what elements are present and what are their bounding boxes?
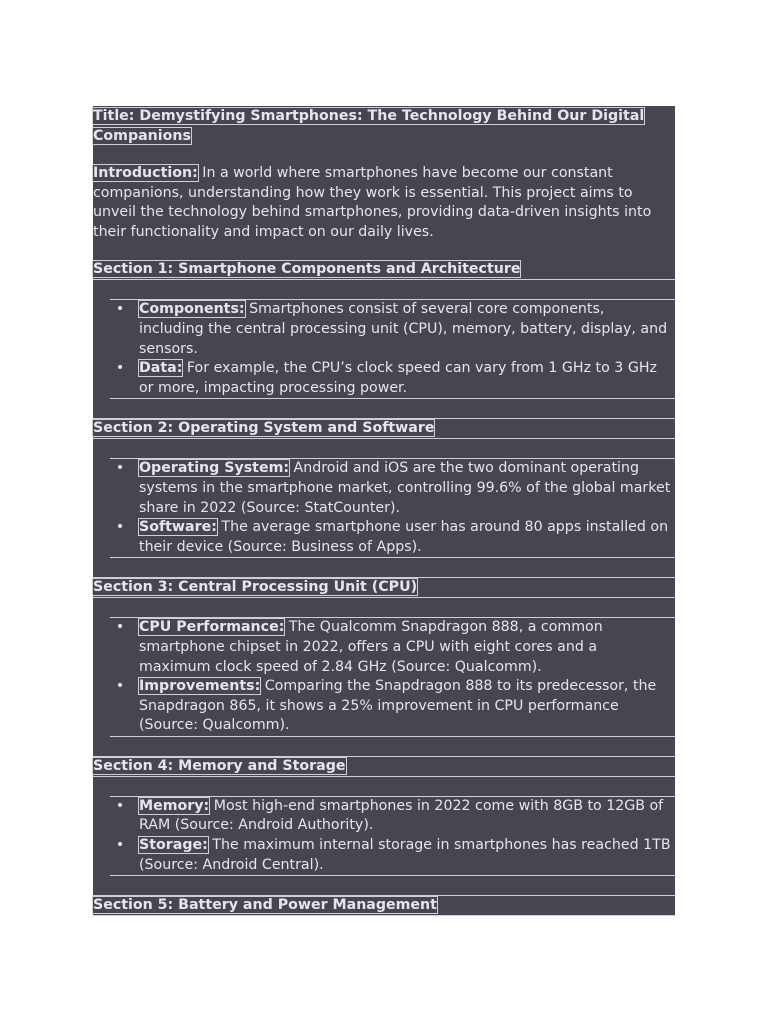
item-text: Smartphones consist of several core components, including the central processing unit (CPU), memory, battery, display, and sensors. — [139, 301, 668, 357]
list-item — [115, 797, 675, 836]
list-item — [115, 459, 675, 518]
intro-text: In a world where smartphones have become our constant companions, understanding how they work is essential. This project aims to unveil the technology behind smartphones, providing data-driven insights into their functionality and impact on our daily lives. — [93, 165, 652, 240]
section-1 — [93, 260, 675, 419]
section-list — [110, 459, 675, 558]
list-item — [115, 836, 675, 875]
item-text: Android and iOS are the two dominant operating systems in the smartphone market, controlling 99.6% of the global market share in 2022 (Source: StatCounter). — [139, 460, 671, 516]
item-text: The Qualcomm Snapdragon 888, a common smartphone chipset in 2022, offers a CPU with eight cores and a maximum clock speed of 2.84 GHz (Source: Qualcomm). — [139, 619, 603, 675]
bullet-icon: • — [115, 519, 125, 536]
bullet-icon: • — [115, 678, 125, 695]
introduction-paragraph — [93, 164, 675, 260]
section-heading: Section 3: Central Processing Unit (CPU) — [93, 578, 675, 598]
list-item — [115, 677, 675, 736]
section-spacer — [110, 777, 675, 797]
item-text: Most high-end smartphones in 2022 come with 8GB to 12GB of RAM (Source: Android Authority). — [139, 797, 664, 834]
section-heading: Section 2: Operating System and Software — [93, 419, 675, 439]
section-spacer — [110, 280, 675, 300]
item-term: Storage: — [139, 837, 208, 854]
intro-label: Introduction: — [93, 165, 198, 181]
item-term: Improvements: — [139, 678, 261, 695]
item-term: Operating System: — [139, 460, 290, 477]
section-heading: Section 5: Battery and Power Management — [93, 896, 675, 916]
section-list — [110, 300, 675, 399]
bullet-icon: • — [115, 797, 125, 814]
bullet-icon: • — [115, 837, 125, 854]
list-item — [115, 518, 675, 557]
bullet-icon: • — [115, 301, 125, 318]
item-text: The maximum internal storage in smartphones has reached 1TB (Source: Android Central). — [139, 837, 671, 873]
section-spacer — [93, 737, 675, 757]
item-term: Data: — [139, 360, 183, 377]
section-spacer — [110, 439, 675, 459]
bullet-icon: • — [115, 619, 125, 636]
section-heading: Section 4: Memory and Storage — [93, 757, 675, 777]
item-text: The average smartphone user has around 80 apps installed on their device (Source: Business of Apps). — [139, 519, 669, 555]
section-heading: Section 1: Smartphone Components and Architecture — [93, 260, 675, 280]
item-term: Software: — [139, 519, 217, 536]
section-2 — [93, 419, 675, 578]
item-text: Comparing the Snapdragon 888 to its predecessor, the Snapdragon 865, it shows a 25% improvement in CPU performance (Source: Qualcomm). — [139, 678, 657, 734]
document-title — [93, 106, 675, 164]
bullet-icon: • — [115, 360, 125, 377]
list-item — [115, 359, 675, 398]
item-term: CPU Performance: — [139, 619, 285, 636]
section-list — [110, 618, 675, 737]
section-spacer — [93, 558, 675, 578]
list-item — [115, 300, 675, 359]
list-item — [115, 618, 675, 677]
title-text: Title: Demystifying Smartphones: The Technology Behind Our Digital Companions — [93, 108, 645, 144]
section-list — [110, 797, 675, 876]
item-text: For example, the CPU’s clock speed can vary from 1 GHz to 3 GHz or more, impacting processing power. — [139, 360, 657, 396]
document-body — [93, 106, 675, 916]
bullet-icon: • — [115, 460, 125, 477]
section-4 — [93, 757, 675, 896]
section-spacer — [93, 876, 675, 896]
section-spacer — [110, 598, 675, 618]
item-term: Memory: — [139, 797, 210, 814]
section-spacer — [93, 399, 675, 419]
section-5 — [93, 896, 675, 916]
section-3 — [93, 578, 675, 757]
item-term: Components: — [139, 301, 245, 318]
